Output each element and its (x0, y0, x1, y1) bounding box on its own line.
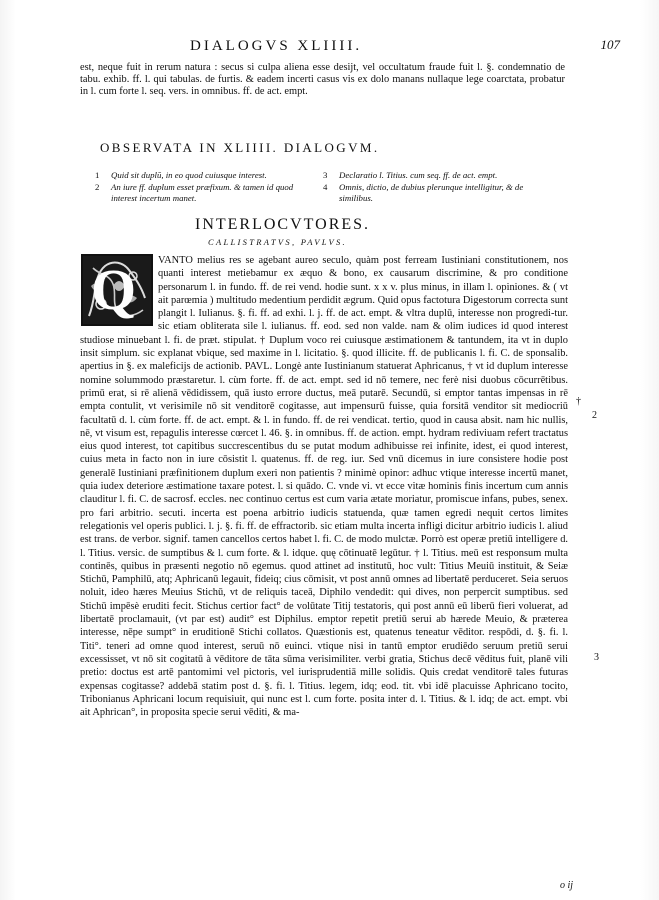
initial-letter: Q (91, 257, 137, 322)
page-number: 107 (600, 37, 620, 52)
observata-item (95, 182, 310, 204)
observata-item-number: 2 (95, 181, 100, 192)
observata-item-number: 4 (323, 181, 328, 192)
observata-item-number: 3 (323, 170, 328, 180)
observata-item-text: Quid sit duplū, in eo quod cuiusque interest. (111, 170, 267, 180)
margin-note: 3 (594, 652, 599, 663)
observata-item (323, 170, 555, 181)
margin-note: † (576, 396, 581, 407)
observata-item-number: 1 (95, 170, 100, 180)
observata-item-text: Omnis, dictio, de dubius plerunque intelligitur, & de similibus. (339, 181, 524, 203)
observata-heading: OBSERVATA IN XLIIII. DIALOGVM. (100, 140, 380, 155)
dialogue-paragraph: VANTO melius res se agebant aureo seculo, quàm post ferream Iustiniani constitutionem, nos quanti interest metiebamur ex æquo & bono, ex causarum discrimine, & pro conditione personarum l. in fundo. ff. de rei vend. hodie sunt. x x v. plus minus, in illam l. opiniones. & ( vt ait parœmia ) multitudo medentium perdidit ægrum. Quid opus factotura Digestorum correcta sunt plangit l. Iulianus. §. fi. ff. ad exhi. l. j. ff. de act. empt. & vltra duplū, interesse non progredi-tur. sic etiam obliterata sile l. iulianus. ff. eod. sed non valde. nam & olim iudices id quod interest studiose minuebant l. fi. de præt. stipulat. † Duplum voco rei cuiusque æstimationem & tantundem, ita vt in duplo insit simplum. sic explanat vbique, sed maxime in l. licitatio. §. quod illicite. ff. de publicanis l. fi. C. de sponsalib. apertius in §. ex maleficijs de actionib. PAVL. Longè ante Iustinianum statuerat Aphricanus, † vt id duplum interesse nomine solummodo præstaretur. l. cùm forte. ff. de act. empt. sed id nō temere, nec ferè nisi duobus cōcurrētibus. primū erat, si rē alienā vēdidissem, quā iusto errore ductus, meā putarē. Secundū, si emptor tantas impensas in rē empta contulit, vt verisimile nō sit venditorē cogitasse, aut impensurū fuisse, quia forsitā venditor sit mediocriū facultatū d. l. cùm forte. ff. de act. empt. & l. in fundo. ff. de rei vendicat. tertio, quod in causa absit. nam hic nullis, nē, vt visum est, repagulis interesse cœrcet l. 46. §. in omnibus. ff. de action. empt. hydram rediviuam refert tractatus eius quod interest, tot capitibus succrescentibus du se putat modum adhibuisse rei infinite, idest, ei quod interest, cuius meta in facto non in iure cōsistit l. quatenus. ff. de reg. iur. Sed vnū dicemus in iure consistere hodie post generalē Iustiniani præfinitionem duplum exeri non patientis ? minimè opinor: adhuc vtique interesse incertū manet, quia iudex deteriore æstimatione taxare potest. l. si quādo. C. vnde vi. vt ecce vitæ hominis finis incertum cum annis clauditur l. fi. C. de sacrosf. eccles. nec continuo certus est cum varia ætate moriatur, promiscue infans, pubes, senex. pro fari arbitrio. secuti. incerta est poena arbitrio iudicis statuenda, quæ tamen egredi nequit certos limites relegationis vel operis publici. l. j. §. fi. ff. de effractorib. sic etiam multa incerta infligi dicitur arbitrio iudicis l. aliud est trans. de verbor. signif. tamen cancellos certos habet l. fi. C. de modo mulctæ. Porrò est operæ pretiū intelligere d. l. Titius. versic. de sumptibus & l. cum forte. & l. idque. quę cōtinuatē legūtur. † l. Titius. meū est responsum multa continēs, quibus in præsenti negotio nō egemus. quod attinet ad institutū, hoc vult: Titius Meuiū instituit, & Seiæ Stichū, Pamphilū, atq; Aphricanū legauit, fideiq; cius cōmisit, vt post annū omnes ad libertatē perduceret. Seia seruos noluit, ideo hæres Meuius Stichū, vt de reliquis taceā, Diphilo vendedit: qui dives, non perpercit sumptibus. sed Stichū impēsè eruditi fecit. Stichus certior fact° de volūtate Titij testatoris, qui post annū eū liberū fieri voluerat, ad libertatē proclamauit, (vt par est) audit° est Diphilus. emptor repetit pretiū serui ab hærede Meuio, & præterea interesse, nēpe sumpt° in eruditionē Stichi collatos. Quæstionis est, quatenus teneatur vēditor. respōdi, d. §. fi. l. Titi°. teneri ad omne quod interest, seruū nō euinci. vtique nisi in tantū emptor erudiēdo seruum pretiū serui excessisset, vt nō sit cogitatū à vēditore de tāta sūma verisimiliter. verbi gratia, Stichus decē vēditus fuit, planē vili pretio: doctus est artē pantomimi vel pictoris, vel iurisprudentiā mille solidis. Quis credat venditorē tales futuras expensas cogitasse? addebā statim post d. §. fi. l. Titius. legem, idq; eod. tit. vbi idē placuisse Aphricano tocito, Tribonianus Aphricani locum requisiuit, qui nunc est l. cum forte. posita inter d. l. Titius. & l. idq; de act. empt. vbi ait Aphrican°, in proposita specie serui vēditi, & ma- (80, 255, 568, 719)
speakers-line: CALLISTRATVS, PAVLVS. (208, 237, 347, 247)
running-head (150, 38, 620, 58)
observata-list (95, 170, 555, 214)
margin-note: 2 (592, 410, 597, 421)
interlocutores-heading: INTERLOCVTORES. (195, 216, 371, 233)
signature-mark: o ij (560, 880, 574, 891)
observata-item (95, 170, 310, 181)
running-title: DIALOGVS XLIIII. (190, 38, 363, 54)
observata-item-text: Declaratio l. Titius. cum seq. ff. de act. empt. (339, 170, 498, 180)
observata-column-left (95, 170, 310, 204)
observata-item (323, 182, 555, 204)
observata-item-text: An iure ff. duplum esset præfixum. & tamen id quod interest incertum manet. (111, 181, 294, 203)
decorated-initial (81, 254, 153, 326)
intro-paragraph: est, neque fuit in rerum natura : secus si culpa aliena esse desijt, vel occultatum fraude fuit l. §. condemnatio de tabu. exhib. ff. l. qui tabulas. de furtis. & eadem incerti casus vis ex dolo manans nullaque lege coarctata, probatur in l. cum forte l. seq. vers. in omnibus. ff. de act. empt. (80, 62, 565, 98)
observata-column-right (323, 170, 555, 204)
dialogue-body (80, 254, 568, 886)
